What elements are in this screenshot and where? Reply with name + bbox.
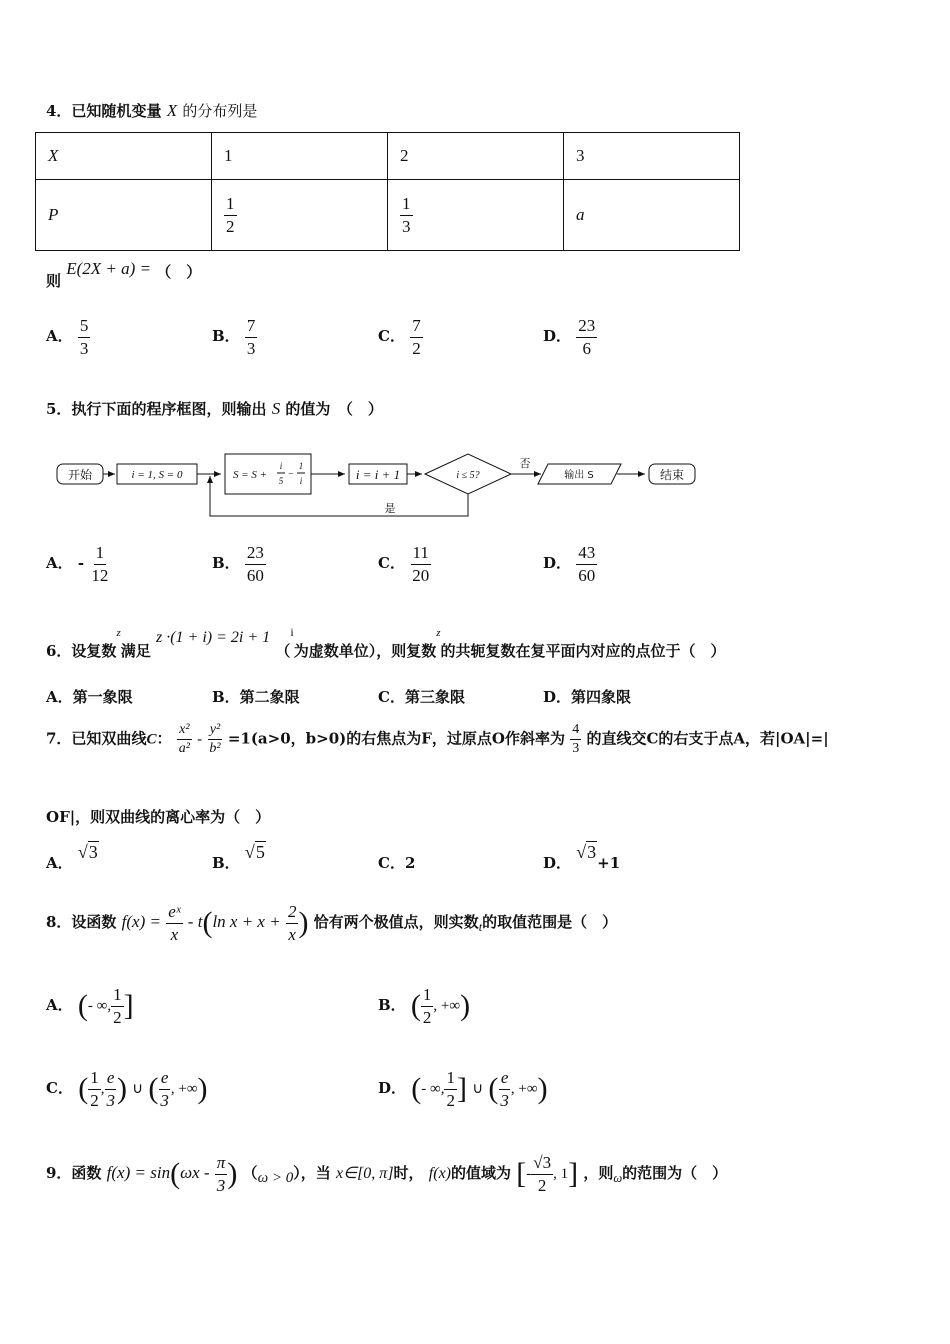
- q6-i: i: [290, 625, 294, 639]
- sqrt: √5: [244, 842, 265, 862]
- q6-option-a[interactable]: A．第一象限: [46, 688, 133, 706]
- frac-num: 5: [78, 316, 91, 338]
- fraction: [207, 722, 222, 757]
- radicand: 3: [587, 842, 597, 862]
- flow-init-label: i = 1, S = 0: [131, 469, 183, 481]
- frac-den: 2: [226, 216, 235, 236]
- frac-den: 3: [79, 338, 89, 358]
- flow-loop-arrow: [210, 476, 468, 516]
- fraction: [576, 543, 597, 585]
- option-label: D．: [543, 554, 572, 573]
- q9-cond: ω > 0: [257, 1170, 294, 1187]
- q7-option-d[interactable]: [543, 842, 621, 872]
- q9-t5: ，则: [583, 1164, 614, 1183]
- frac-num: e: [105, 1068, 117, 1090]
- pos-inf: , +∞: [433, 998, 461, 1015]
- q6-stem-text: 6．设复数: [46, 642, 117, 660]
- q8-stem: [46, 902, 617, 944]
- q5-stem: [46, 398, 383, 419]
- frac-den: 3: [246, 338, 256, 358]
- frac-den: 2: [446, 1090, 455, 1110]
- option-label: B．: [212, 854, 240, 872]
- fraction: [576, 316, 597, 358]
- radicand: 5: [255, 842, 265, 862]
- frac-den: 3: [106, 1090, 115, 1110]
- flow-f2-num: 1: [298, 461, 304, 471]
- fraction: [531, 1153, 553, 1195]
- frac-num: 23: [576, 316, 597, 338]
- q4-stem-text: 4．已知随机变量: [46, 102, 162, 120]
- range-neg: -: [526, 1166, 532, 1183]
- frac-den: 20: [412, 565, 430, 585]
- q6-option-b[interactable]: B．第二象限: [212, 688, 300, 706]
- paren: ): [298, 906, 309, 940]
- q7-option-b[interactable]: [212, 842, 266, 872]
- paren: [: [516, 1157, 527, 1191]
- fraction: [88, 1068, 101, 1110]
- neg-inf: - ∞,: [87, 998, 112, 1015]
- frac-den: a²: [178, 741, 190, 757]
- frac-den: 3: [572, 741, 580, 757]
- fraction: [245, 316, 258, 358]
- flow-cond-label: i ≤ 5?: [456, 470, 480, 481]
- q5-option-b[interactable]: [212, 543, 266, 585]
- q7-rest: 的直线交C的右支于点A，若|OA|=|: [586, 729, 829, 748]
- q5-var: S: [271, 399, 281, 418]
- table-cell: 3: [564, 133, 740, 180]
- q7-minus: -: [197, 731, 203, 748]
- frac-den: 60: [246, 565, 264, 585]
- paren: (: [78, 1072, 89, 1106]
- frac-den: 2: [113, 1007, 122, 1027]
- flow-f1-den: 5: [278, 476, 284, 486]
- table-cell: [388, 180, 564, 251]
- q7-option-a[interactable]: [46, 842, 99, 872]
- q5-stem-text: 5．执行下面的程序框图，则输出: [46, 400, 267, 418]
- frac-num: 23: [245, 543, 266, 565]
- option-label: D．: [543, 327, 572, 346]
- frac-den: 3: [500, 1090, 509, 1110]
- pos-inf: , +∞: [510, 1081, 538, 1098]
- q6-t3: 为虚数单位），则复数: [293, 642, 437, 660]
- frac-num: 1: [88, 1068, 101, 1090]
- flow-f2-den: i: [299, 476, 303, 486]
- q4-ask-prefix: 则: [46, 272, 62, 290]
- flow-start-label: 开始: [67, 468, 93, 482]
- frac-den: 60: [578, 565, 596, 585]
- flow-end-label: 结束: [659, 468, 685, 482]
- fraction: [166, 902, 182, 944]
- q4-ask: [46, 258, 202, 290]
- q6-z2: z: [436, 627, 441, 639]
- option-label: C．: [378, 854, 405, 872]
- q7-line2: OF|，则双曲线的离心率为（ ）: [46, 808, 271, 826]
- table-row: [36, 133, 740, 180]
- option-label: A．: [46, 327, 73, 346]
- q4-option-c[interactable]: [378, 316, 423, 358]
- fraction: [444, 1068, 457, 1110]
- frac-num: 1: [94, 543, 107, 565]
- frac-den: 3: [216, 1175, 226, 1195]
- frac-den: x: [170, 924, 179, 944]
- frac-num: eˣ: [166, 902, 182, 924]
- option-label: C．: [378, 327, 405, 346]
- option-label: A．: [46, 554, 73, 573]
- paren: ): [197, 1072, 208, 1106]
- fraction: [498, 1068, 511, 1110]
- pos-inf: , +∞: [170, 1081, 198, 1098]
- frac-num: 11: [411, 543, 431, 565]
- q9-t3: 时，: [393, 1164, 424, 1183]
- q5-option-a[interactable]: [46, 543, 110, 585]
- q8-rest: 恰有两个极值点，则实数: [313, 913, 479, 932]
- q6-option-c[interactable]: C．第三象限: [378, 688, 465, 706]
- frac-num: e: [499, 1068, 511, 1090]
- option-sign: -: [77, 554, 85, 573]
- distribution-table: [35, 132, 740, 251]
- neg-inf: - ∞,: [421, 1081, 445, 1098]
- q9-t1: （: [242, 1164, 258, 1183]
- q9-arg: ωx -: [180, 1163, 210, 1183]
- cup: ∪: [472, 1081, 484, 1098]
- q9-t4: 的值域为: [451, 1164, 512, 1183]
- option-label: D．: [543, 854, 572, 872]
- paren: (: [488, 1072, 499, 1106]
- q4-var: X: [166, 101, 178, 120]
- q8-option-d[interactable]: [378, 1068, 548, 1110]
- paren: ): [227, 1157, 238, 1191]
- q9-omega: ω: [613, 1171, 623, 1186]
- sqrt: √3: [77, 842, 98, 862]
- frac-num: 7: [245, 316, 258, 338]
- q7-eq-rest: =1(a>0，b>0)的右焦点为F，过原点O作斜率为: [227, 729, 565, 748]
- q9-domain: x∈[0, π]: [336, 1165, 394, 1183]
- flow-yes-label: 是: [384, 502, 396, 515]
- table-row: [36, 180, 740, 251]
- fraction: [224, 194, 237, 236]
- q6-equation: z ·(1 + i) = 2i + 1: [155, 629, 271, 646]
- paren: ): [537, 1072, 548, 1106]
- paren: (: [148, 1072, 159, 1106]
- plus-one: +1: [597, 854, 621, 872]
- frac-num: 1: [421, 985, 434, 1007]
- frac-den: 12: [91, 565, 109, 585]
- q4-option-a[interactable]: [46, 316, 90, 358]
- option-label: A．: [46, 854, 73, 872]
- table-cell: P: [36, 180, 212, 251]
- q8-option-a[interactable]: [46, 985, 134, 1027]
- q6-z: z: [116, 627, 121, 639]
- frac-den: 2: [537, 1175, 547, 1195]
- q7-stem-text: 7．已知双曲线: [46, 729, 147, 748]
- range-end: , 1: [553, 1166, 569, 1183]
- option-label: B．: [212, 554, 240, 573]
- frac-num: 1: [224, 194, 237, 216]
- option-label: A．: [46, 996, 73, 1015]
- frac-num: e: [159, 1068, 171, 1090]
- q8-minus-t: - t: [187, 912, 203, 932]
- fraction: [410, 316, 423, 358]
- fraction: [158, 1068, 171, 1110]
- frac-den: 6: [582, 338, 591, 358]
- q9-t6: 的范围为（ ）: [622, 1164, 728, 1183]
- option-label: B．: [212, 327, 240, 346]
- flow-assign-prefix: S = S +: [233, 469, 268, 481]
- paren: (: [170, 1157, 181, 1191]
- table-cell: [212, 180, 388, 251]
- frac-num: y²: [208, 722, 222, 740]
- q8-option-b[interactable]: [378, 985, 470, 1027]
- fraction: [286, 902, 299, 944]
- paren: (: [77, 989, 88, 1023]
- paren: ]: [123, 989, 134, 1023]
- frac-den: 2: [422, 1007, 432, 1027]
- flow-inc-label: i = i + 1: [355, 467, 401, 482]
- q8-stem-text: 8．设函数: [46, 913, 117, 932]
- q4-option-b[interactable]: [212, 316, 257, 358]
- q9-stem: [46, 1153, 727, 1195]
- q9-t2: ），当: [293, 1164, 331, 1183]
- flow-no-label: 否: [519, 457, 531, 470]
- paren: (: [411, 1072, 422, 1106]
- fraction: [400, 194, 413, 236]
- q6-t1: 满足: [120, 642, 151, 660]
- fraction: [177, 722, 192, 757]
- frac-den: 3: [160, 1090, 169, 1110]
- q6-t2: （: [275, 642, 291, 660]
- q7-stem: [46, 722, 829, 757]
- frac-num: π: [215, 1153, 228, 1175]
- cup: ∪: [132, 1081, 144, 1098]
- sqrt: √3: [576, 842, 597, 862]
- frac-num: 7: [410, 316, 423, 338]
- frac-den: 2: [90, 1090, 99, 1110]
- q5-option-c[interactable]: [378, 543, 431, 585]
- option-label: B．: [378, 996, 406, 1015]
- fraction: [570, 722, 581, 757]
- frac-den: x: [288, 924, 296, 944]
- paren: ]: [568, 1157, 579, 1191]
- q7-option-c[interactable]: [378, 852, 415, 873]
- paren: ): [460, 989, 471, 1023]
- q4-ask-suffix: （ ）: [156, 263, 202, 281]
- q8-t: t: [478, 920, 483, 935]
- fraction: [78, 316, 91, 358]
- frac-den: 2: [412, 338, 421, 358]
- frac-num: √3: [531, 1153, 553, 1175]
- fraction: [421, 985, 434, 1027]
- fraction: [111, 985, 124, 1027]
- q8-rest2: 的取值范围是（ ）: [482, 913, 618, 932]
- q4-stem: [46, 100, 257, 121]
- paren: (: [202, 906, 213, 940]
- fraction: [89, 543, 110, 585]
- flow-f1-num: i: [279, 461, 283, 471]
- fraction: [104, 1068, 117, 1110]
- flowchart: [55, 450, 700, 522]
- q4-option-d[interactable]: [543, 316, 597, 358]
- radicand: 3: [88, 842, 98, 862]
- frac-num: 1: [400, 194, 413, 216]
- table-cell: 1: [212, 133, 388, 180]
- flow-output-label: 输出 S: [564, 470, 594, 481]
- q6-option-d[interactable]: D．第四象限: [543, 688, 632, 706]
- option-label: D．: [378, 1079, 407, 1098]
- q7-colon: ：: [156, 729, 172, 748]
- q8-option-c[interactable]: C． ( $\frac{1}{2}$ , $\frac{e}{3}$ ) ∪ ( $\frac{e}{3}$ , +∞): [46, 1068, 208, 1110]
- q5-stem2: 的值为 （ ）: [285, 400, 383, 418]
- q5-option-d[interactable]: [543, 543, 597, 585]
- q8-inner: ln x + x +: [212, 912, 281, 932]
- fraction: [410, 543, 431, 585]
- table-cell: X: [36, 133, 212, 180]
- option-label: C．: [378, 554, 405, 573]
- q7-C: C: [146, 731, 157, 748]
- flow-assign-minus: −: [288, 469, 294, 480]
- frac-num: 1: [444, 1068, 457, 1090]
- frac-num: 2: [286, 902, 299, 924]
- q8-fx: f(x) =: [121, 912, 161, 932]
- frac-num: 43: [576, 543, 597, 565]
- q9-fx: f(x) = sin: [106, 1163, 171, 1183]
- fraction: [245, 543, 266, 585]
- q6-t4: 的共轭复数在复平面内对应的点位于（ ）: [440, 642, 726, 660]
- frac-den: b²: [209, 741, 221, 757]
- q4-ask-expr: E(2X + a) =: [66, 259, 152, 278]
- frac-num: x²: [177, 722, 191, 740]
- paren: ): [116, 1072, 127, 1106]
- option-value: 2: [404, 854, 416, 872]
- frac-den: 3: [402, 216, 411, 236]
- paren: ]: [456, 1072, 467, 1106]
- q9-stem-text: 9．函数: [46, 1164, 102, 1183]
- option-label: C．: [46, 1079, 73, 1098]
- table-cell: a: [564, 180, 740, 251]
- paren: (: [410, 989, 421, 1023]
- q6-stem: [46, 625, 726, 660]
- table-cell: 2: [388, 133, 564, 180]
- frac-num: 4: [570, 722, 581, 740]
- q4-stem2: 的分布列是: [182, 104, 258, 120]
- q9-fx2: f(x): [428, 1165, 451, 1183]
- fraction: [215, 1153, 228, 1195]
- frac-num: 1: [111, 985, 124, 1007]
